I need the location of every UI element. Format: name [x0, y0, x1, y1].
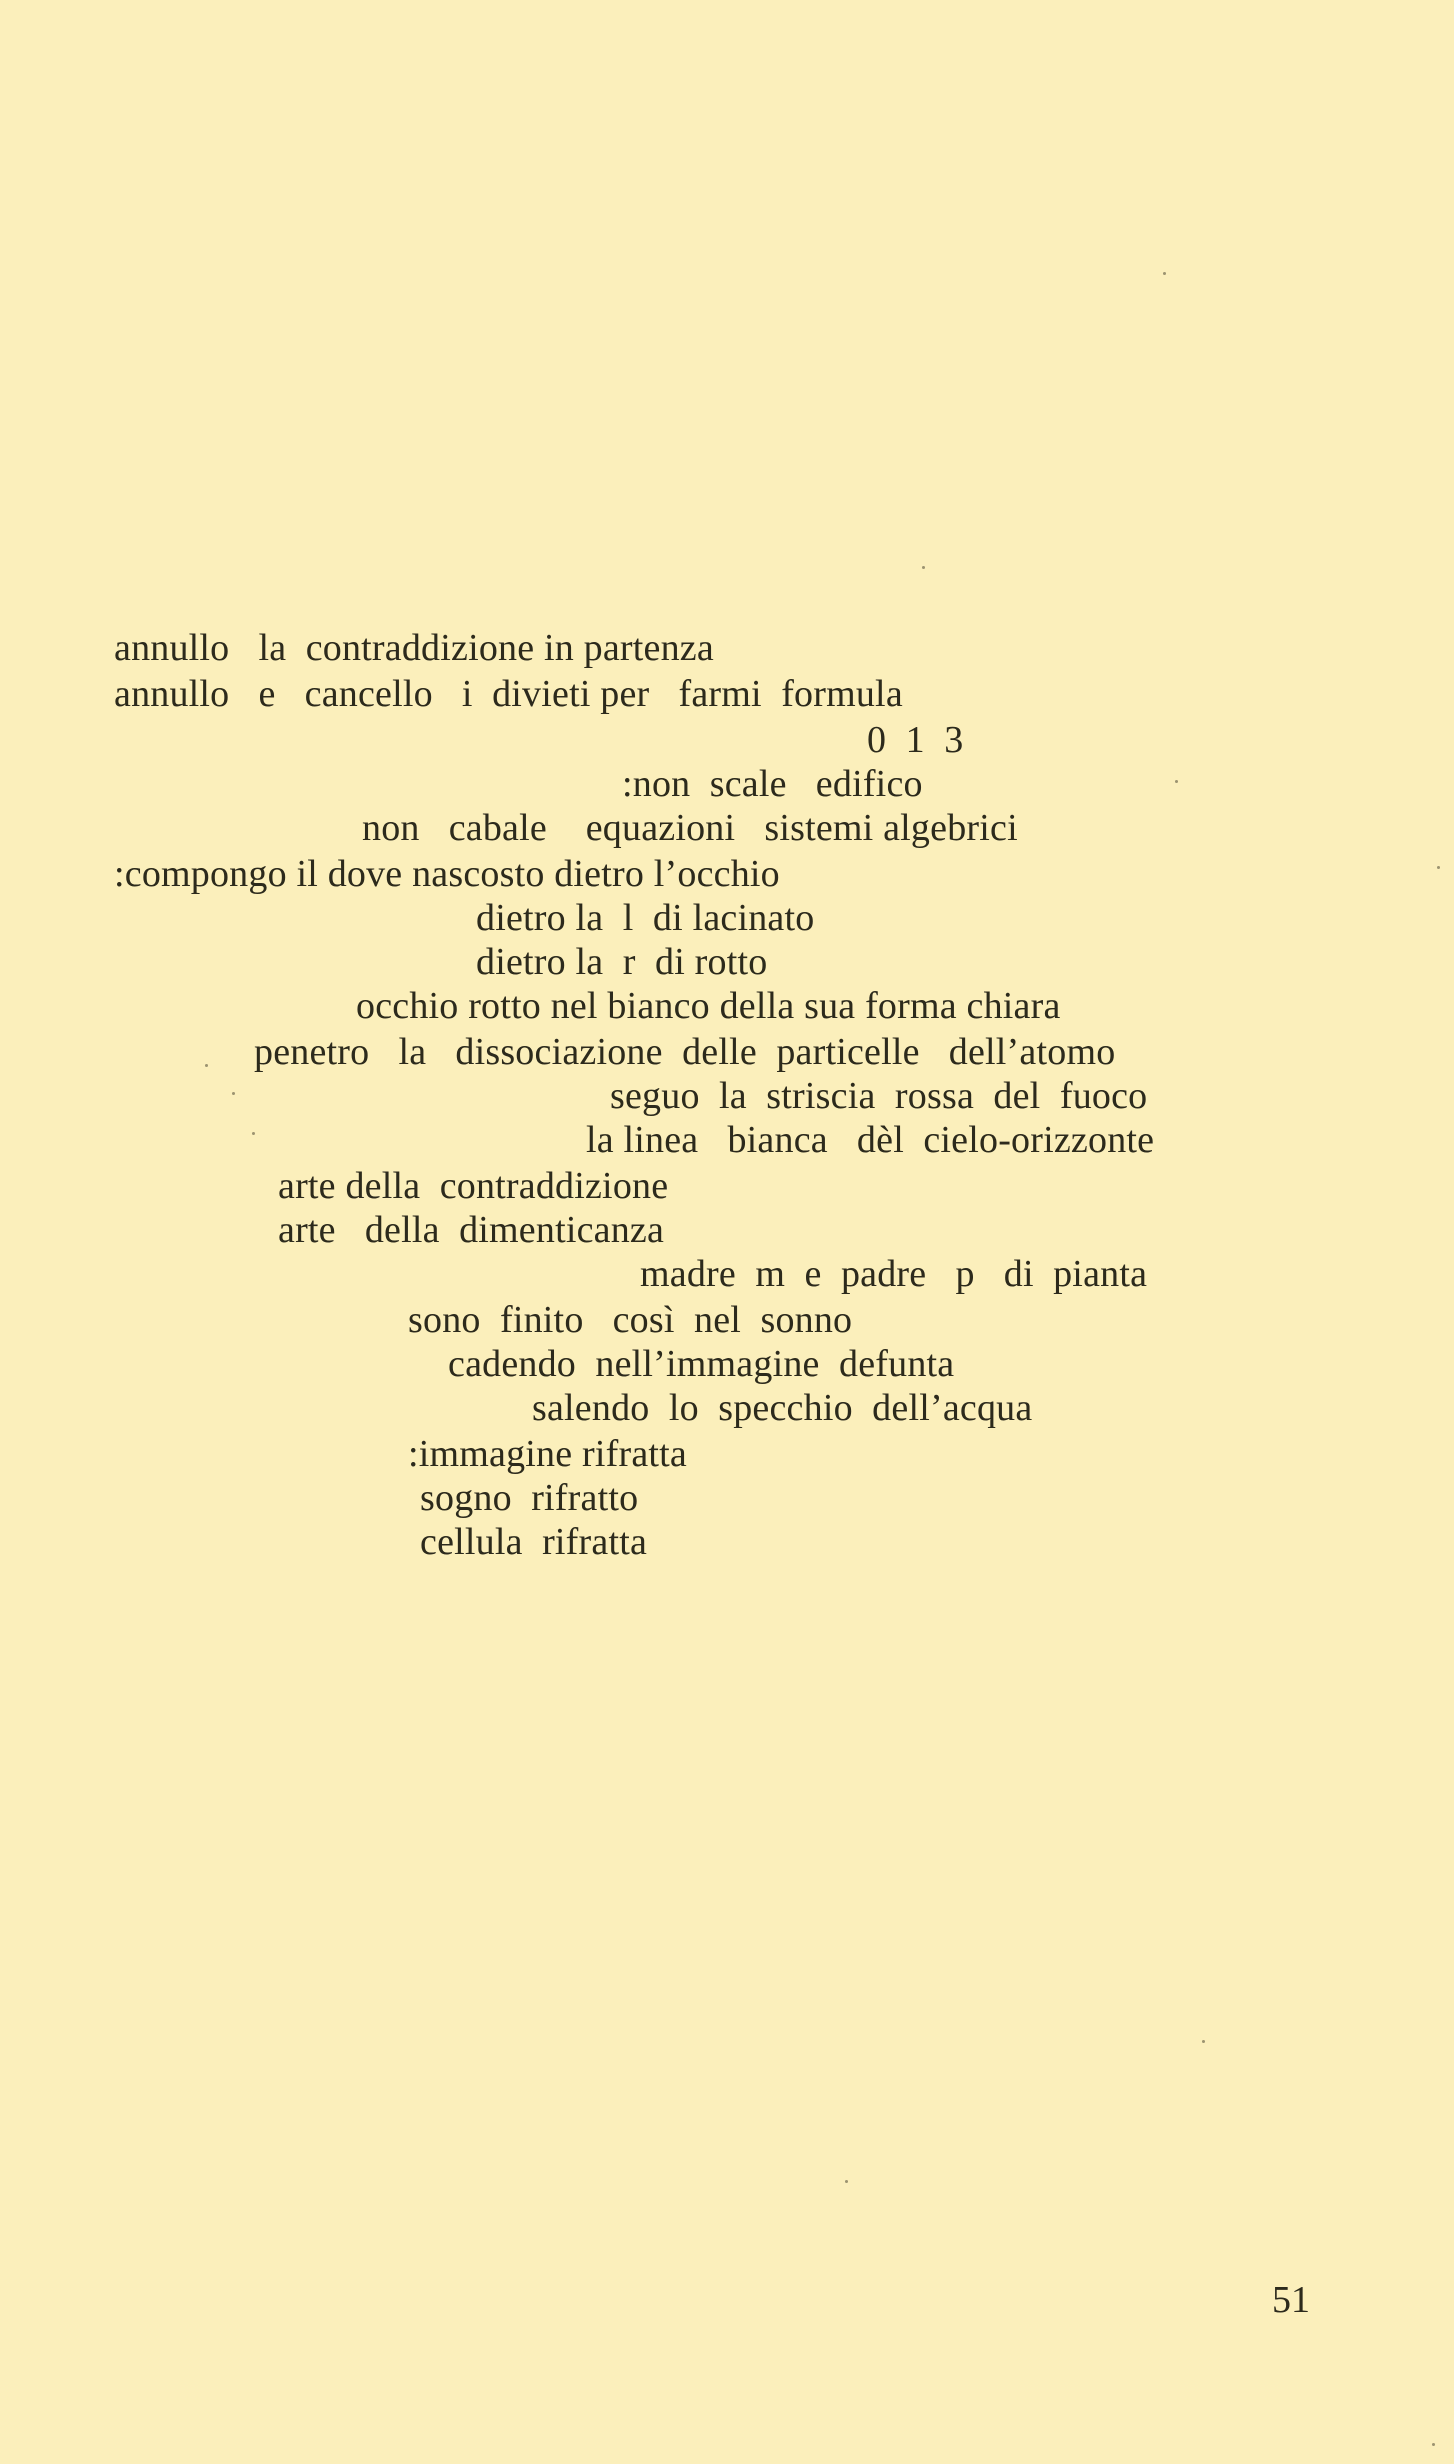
- poem-line-10: penetro la dissociazione delle particelle dell’atomo: [254, 1031, 1116, 1073]
- poem-line-12: la linea bianca dèl cielo-orizzonte: [586, 1119, 1155, 1161]
- poem-line-17: cadendo nell’immagine defunta: [448, 1343, 955, 1385]
- poem-line-2: annullo e cancello i divieti per farmi formula: [114, 673, 903, 715]
- paper-speck: [1163, 272, 1166, 275]
- poem-line-16: sono finito così nel sonno: [408, 1299, 853, 1341]
- poem-line-14: arte della dimenticanza: [278, 1209, 665, 1251]
- poem-line-13: arte della contraddizione: [278, 1165, 669, 1207]
- poem-line-21: cellula rifratta: [420, 1521, 648, 1563]
- paper-speck: [232, 1092, 235, 1095]
- paper-speck: [845, 2180, 848, 2183]
- page-number: 51: [1272, 2279, 1310, 2321]
- paper-speck: [922, 566, 925, 569]
- poem-line-15: madre m e padre p di pianta: [640, 1253, 1148, 1295]
- poem-line-9: occhio rotto nel bianco della sua forma chiara: [356, 985, 1061, 1027]
- poem-line-18: salendo lo specchio dell’acqua: [532, 1387, 1033, 1429]
- paper-speck: [1437, 866, 1440, 869]
- paper-speck: [1202, 2040, 1205, 2043]
- poem-line-7: dietro la l di lacinato: [476, 897, 815, 939]
- poem-line-8: dietro la r di rotto: [476, 941, 768, 983]
- poem-line-4: :non scale edifico: [622, 763, 923, 805]
- poem-line-1: annullo la contraddizione in partenza: [114, 627, 714, 669]
- poem-line-19: :immagine rifratta: [408, 1433, 687, 1475]
- poem-line-11: seguo la striscia rossa del fuoco: [610, 1075, 1148, 1117]
- paper-speck: [1175, 780, 1178, 783]
- poem-line-20: sogno rifratto: [420, 1477, 639, 1519]
- poem-line-5: non cabale equazioni sistemi algebrici: [362, 807, 1018, 849]
- poem-line-3: 0 1 3: [867, 719, 964, 761]
- paper-speck: [252, 1132, 255, 1135]
- paper-speck: [205, 1064, 208, 1067]
- paper-speck: [1432, 2443, 1435, 2446]
- poem-line-6: :compongo il dove nascosto dietro l’occhio: [114, 853, 780, 895]
